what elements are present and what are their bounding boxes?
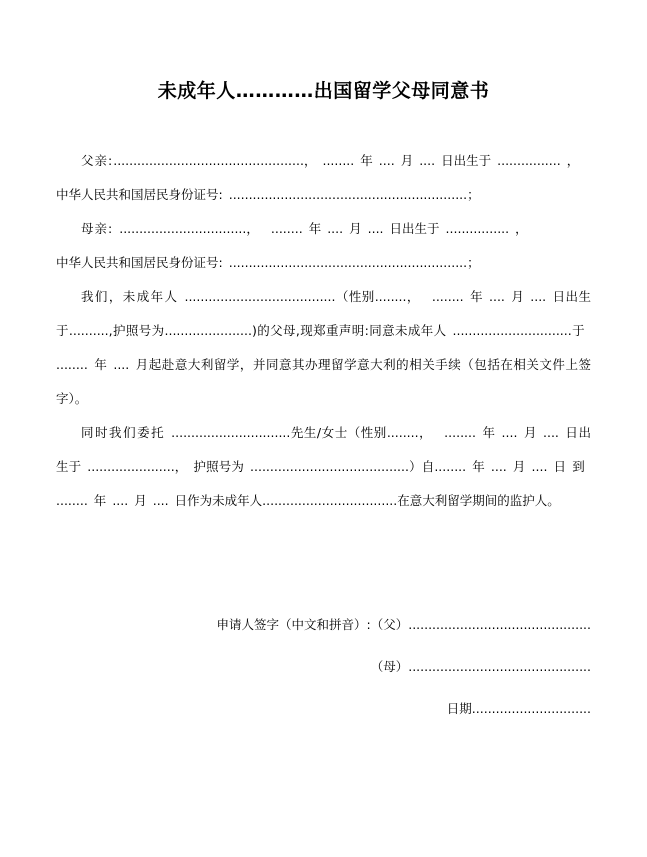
entrust-paragraph [56, 416, 591, 518]
title-suffix: 出国留学父母同意书 [313, 80, 490, 102]
mother-month-leader: .... [327, 221, 344, 236]
entrust-place-leader: ...................... [87, 459, 175, 474]
mother-end-comma: ， [515, 221, 528, 236]
consent-depart-year-leader: ........ [56, 357, 88, 372]
entrust-minor-leader: .................................. [262, 493, 398, 508]
entrust-passport-label: 护照号为 [193, 459, 245, 474]
mother-id-leader: ............................................................ [228, 255, 468, 270]
entrust-to-year-unit: 年 [93, 493, 107, 508]
entrust-passport-leader: ........................................ [250, 459, 409, 474]
entrust-day-leader: .... [543, 425, 559, 440]
mother-month-unit: 月 [349, 221, 362, 236]
date-line [56, 688, 591, 730]
entrust-month-leader: .... [501, 425, 518, 440]
consent-depart-year-unit: 年 [93, 357, 108, 372]
entrust-lead: 同时我们委托 [81, 425, 166, 440]
father-id-paragraph [56, 178, 591, 212]
father-month-leader: .... [378, 153, 395, 168]
consent-depart-tail: 月起赴意大利留学，并同意其办理留学意大利的相关手续（包括在相关文件上签字）。 [56, 357, 591, 406]
entrust-at-prefix: 于 [68, 459, 82, 474]
entrust-from-day-leader: .... [531, 459, 548, 474]
consent-birth-leader: .......... [68, 323, 109, 338]
applicant-signature-label: 申请人签字（中文和拼音）:（父） [216, 617, 409, 632]
mother-year-leader: ........ [270, 221, 303, 236]
mother-name-leader: ................................ [119, 221, 247, 236]
consent-gender-leader: ........ [374, 289, 407, 304]
mother-day-unit: 日出生于 [389, 221, 440, 236]
title-dots: ………… [235, 80, 314, 102]
applicant-signature-leader: .............................................. [408, 617, 591, 632]
entrust-from-year-unit: 年 [472, 459, 485, 474]
entrust-to-year-leader: ........ [56, 493, 88, 508]
consent-passport-leader: ...................... [164, 323, 252, 338]
father-birthplace-leader: ................ [497, 153, 561, 168]
entrust-day-unit: 日出生 [56, 425, 591, 474]
entrust-year-leader: ........ [444, 425, 476, 440]
date-label: 日期 [446, 701, 472, 716]
entrust-to-month-unit: 月 [134, 493, 147, 508]
father-end-comma: ， [566, 153, 580, 168]
father-day-unit: 日出生于 [441, 153, 492, 168]
mother-id-paragraph [56, 246, 591, 280]
mother-birthplace-leader: ................ [445, 221, 510, 236]
entrust-title-text: 先生/女士（性别 [290, 425, 387, 440]
consent-month-leader: .... [489, 289, 505, 304]
father-day-leader: .... [419, 153, 436, 168]
consent-minor-leader: ...................................... [184, 289, 336, 304]
page-title [0, 0, 647, 104]
consent-depart-month-leader: .... [113, 357, 130, 372]
consent-paren-close: )的父母,现郑重声明:同意未成年人 [251, 323, 447, 338]
father-id-label: 中华人民共和国居民身份证号: [56, 187, 223, 202]
consent-year-unit: 年 [469, 289, 483, 304]
consent-minor2-leader: .............................. [452, 323, 572, 338]
mother-year-unit: 年 [308, 221, 322, 236]
signature-block [0, 604, 647, 730]
mother-signature-label: （母） [370, 659, 409, 674]
father-year-leader: ........ [322, 153, 355, 168]
entrust-year-unit: 年 [481, 425, 496, 440]
entrust-to-day-leader: .... [152, 493, 169, 508]
entrust-agent-leader: .............................. [171, 425, 291, 440]
consent-paren-open: （性别 [335, 289, 375, 304]
mother-label: 母亲: [81, 221, 114, 236]
consent-day-leader: .... [530, 289, 547, 304]
consent-passport-label: ,护照号为 [108, 323, 165, 338]
entrust-tail: 在意大利留学期间的监护人。 [397, 493, 560, 508]
consent-lead: 我们，未成年人 [81, 289, 179, 304]
mother-id-label: 中华人民共和国居民身份证号: [56, 255, 223, 270]
entrust-place-comma: ， [174, 459, 188, 474]
entrust-month-unit: 月 [523, 425, 537, 440]
father-name-leader: ................................................ [113, 153, 304, 168]
entrust-from-month-leader: .... [490, 459, 507, 474]
mother-signature-leader: .............................................. [408, 659, 591, 674]
entrust-comma: ， [418, 425, 433, 440]
father-id-end: ； [467, 187, 480, 202]
mother-info-paragraph [56, 212, 591, 246]
entrust-from-year-leader: ........ [434, 459, 467, 474]
consent-paragraph [56, 280, 591, 416]
consent-comma: ， [406, 289, 420, 304]
father-id-leader: ............................................................ [228, 187, 468, 202]
entrust-to-prefix: 到 [572, 459, 585, 474]
consent-day-unit: 日 [552, 289, 566, 304]
title-prefix: 未成年人 [157, 80, 236, 102]
entrust-to-day-unit: 日作为未成年人 [174, 493, 263, 508]
father-label: 父亲: [81, 153, 114, 168]
consent-depart-prefix: 于 [571, 323, 585, 338]
applicant-signature-line [56, 604, 591, 646]
entrust-from-day-unit: 日 [553, 459, 567, 474]
mother-signature-line [56, 646, 591, 688]
consent-year-leader: ........ [431, 289, 464, 304]
document-body [0, 144, 647, 518]
date-leader: .............................. [471, 701, 591, 716]
entrust-gender-leader: ........ [386, 425, 419, 440]
father-month-unit: 月 [400, 153, 414, 168]
consent-month-unit: 月 [510, 289, 525, 304]
mother-id-end: ； [467, 255, 480, 270]
father-year-unit: 年 [360, 153, 373, 168]
entrust-paren-close: ）自 [408, 459, 435, 474]
father-comma: ， [303, 153, 317, 168]
entrust-from-month-unit: 月 [512, 459, 526, 474]
mother-day-leader: .... [367, 221, 384, 236]
mother-comma: ， [246, 221, 259, 236]
entrust-to-month-leader: .... [112, 493, 129, 508]
consent-birth-prefix: 出生于 [56, 289, 591, 338]
father-info-paragraph [56, 144, 591, 178]
